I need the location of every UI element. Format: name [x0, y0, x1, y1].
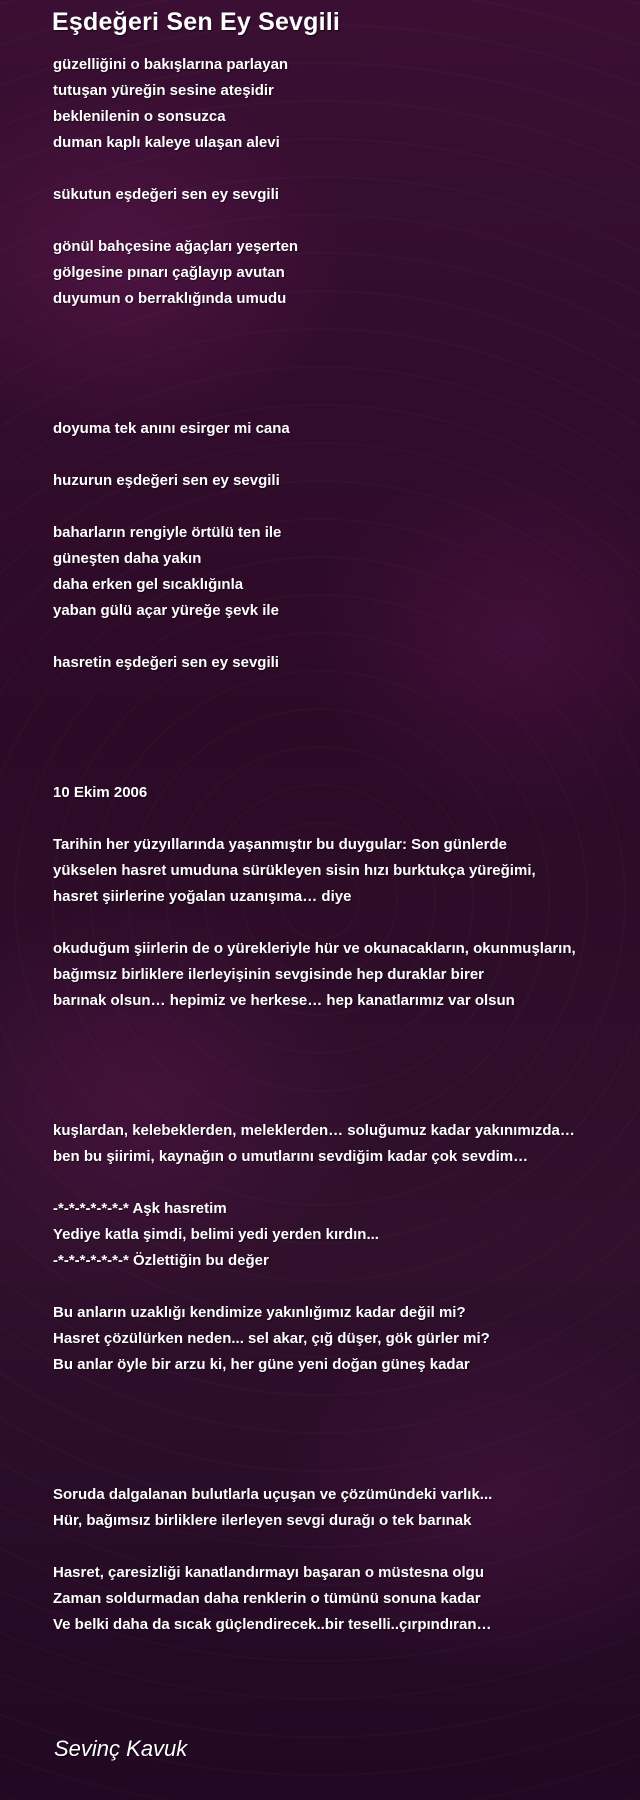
poem-line: doyuma tek anını esirger mi cana [53, 420, 290, 437]
poem-line: -*-*-*-*-*-*-* Aşk hasretim [53, 1200, 227, 1217]
poem-line: baharların rengiyle örtülü ten ile [53, 524, 282, 541]
poem-line: Hasret çözülürken neden... sel akar, çığ düşer, gök gürler mi? [53, 1330, 490, 1347]
poem-blank-line [53, 442, 628, 468]
poem-line: 10 Ekim 2006 [53, 784, 148, 801]
poem-blank-line [53, 1040, 628, 1066]
poem-line: Hasret, çaresizliği kanatlandırmayı başaran o müstesna olgu [53, 1564, 484, 1581]
poem-line: Soruda dalgalanan bulutlarla uçuşan ve çözümündeki varlık... [53, 1486, 493, 1503]
poem-line: Tarihin her yüzyıllarında yaşanmıştır bu duygular: Son günlerde [53, 836, 507, 853]
poem-line: bağımsız birliklere ilerleyişinin sevgisinde hep duraklar birer [53, 966, 485, 983]
poem-author: Sevinç Kavuk [54, 1736, 188, 1761]
poem-blank-line [53, 910, 628, 936]
poem-blank-line [53, 338, 628, 364]
poem-line: hasretin eşdeğeri sen ey sevgili [53, 654, 279, 671]
poem-line: Zaman soldurmadan daha renklerin o tümünü sonuna kadar [53, 1590, 481, 1607]
poem-blank-line [53, 1430, 628, 1456]
poem-line: okuduğum şiirlerin de o yürekleriyle hür ve okunacakların, okunmuşların, [53, 940, 576, 957]
poem-line: barınak olsun… hepimiz ve herkese… hep kanatlarımız var olsun [53, 992, 515, 1009]
poem-line: ben bu şiirimi, kaynağın o umutlarını sevdiğim kadar çok sevdim… [53, 1148, 529, 1165]
poem-blank-line [53, 1378, 628, 1404]
poem-line: kuşlardan, kelebeklerden, meleklerden… soluğumuz kadar yakınımızda… [53, 1122, 575, 1139]
poem-blank-line [53, 364, 628, 390]
poem-blank-line [53, 494, 628, 520]
poem-blank-line [53, 1014, 628, 1040]
poem-blank-line [53, 676, 628, 702]
poem-blank-line [53, 1456, 628, 1482]
poem-line: gölgesine pınarı çağlayıp avutan [53, 264, 285, 281]
poem-blank-line [53, 806, 628, 832]
poem-line: gönül bahçesine ağaçları yeşerten [53, 238, 299, 255]
poem-title: Eşdeğeri Sen Ey Sevgili [52, 8, 341, 36]
poem-line: sükutun eşdeğeri sen ey sevgili [53, 186, 279, 203]
poem-line: daha erken gel sıcaklığınla [53, 576, 244, 593]
poem-line: Bu anlar öyle bir arzu ki, her güne yeni doğan güneş kadar [53, 1356, 470, 1373]
poem-blank-line [53, 1404, 628, 1430]
poem-blank-line [53, 1092, 628, 1118]
poem-line: beklenilenin o sonsuzca [53, 108, 226, 125]
poem-line: -*-*-*-*-*-*-* Özlettiğin bu değer [53, 1252, 269, 1269]
poem-blank-line [53, 1170, 628, 1196]
poem-line: Yediye katla şimdi, belimi yedi yerden kırdın... [53, 1226, 379, 1243]
poem-line: yükselen hasret umuduna sürükleyen sisin hızı burktukça yüreğimi, [53, 862, 536, 879]
poem-line: güzelliğini o bakışlarına parlayan [53, 56, 289, 73]
poem-line: güneşten daha yakın [53, 550, 202, 567]
poem-line: Bu anların uzaklığı kendimize yakınlığımız kadar değil mi? [53, 1304, 466, 1321]
poem-blank-line [53, 1534, 628, 1560]
poem-line: Ve belki daha da sıcak güçlendirecek..bir teselli..çırpındıran… [53, 1616, 492, 1633]
poem-line: huzurun eşdeğeri sen ey sevgili [53, 472, 280, 489]
poem-blank-line [53, 1274, 628, 1300]
poem-line: Hür, bağımsız birliklere ilerleyen sevgi durağı o tek barınak [53, 1512, 472, 1529]
poem-blank-line [53, 312, 628, 338]
poem-blank-line [53, 1066, 628, 1092]
poem-blank-line [53, 754, 628, 780]
poem-line: hasret şiirlerine yoğalan uzanışıma… diye [53, 888, 352, 905]
poem-blank-line [53, 208, 628, 234]
poem-line: duyumun o berraklığında umudu [53, 290, 287, 307]
poem-blank-line [53, 390, 628, 416]
poem-body [53, 52, 628, 1638]
poem-blank-line [53, 156, 628, 182]
poem-blank-line [53, 728, 628, 754]
poem-line: yaban gülü açar yüreğe şevk ile [53, 602, 279, 619]
poem-line: tutuşan yüreğin sesine ateşidir [53, 82, 274, 99]
poem-line: duman kaplı kaleye ulaşan alevi [53, 134, 280, 151]
poem-blank-line [53, 624, 628, 650]
poem-blank-line [53, 702, 628, 728]
